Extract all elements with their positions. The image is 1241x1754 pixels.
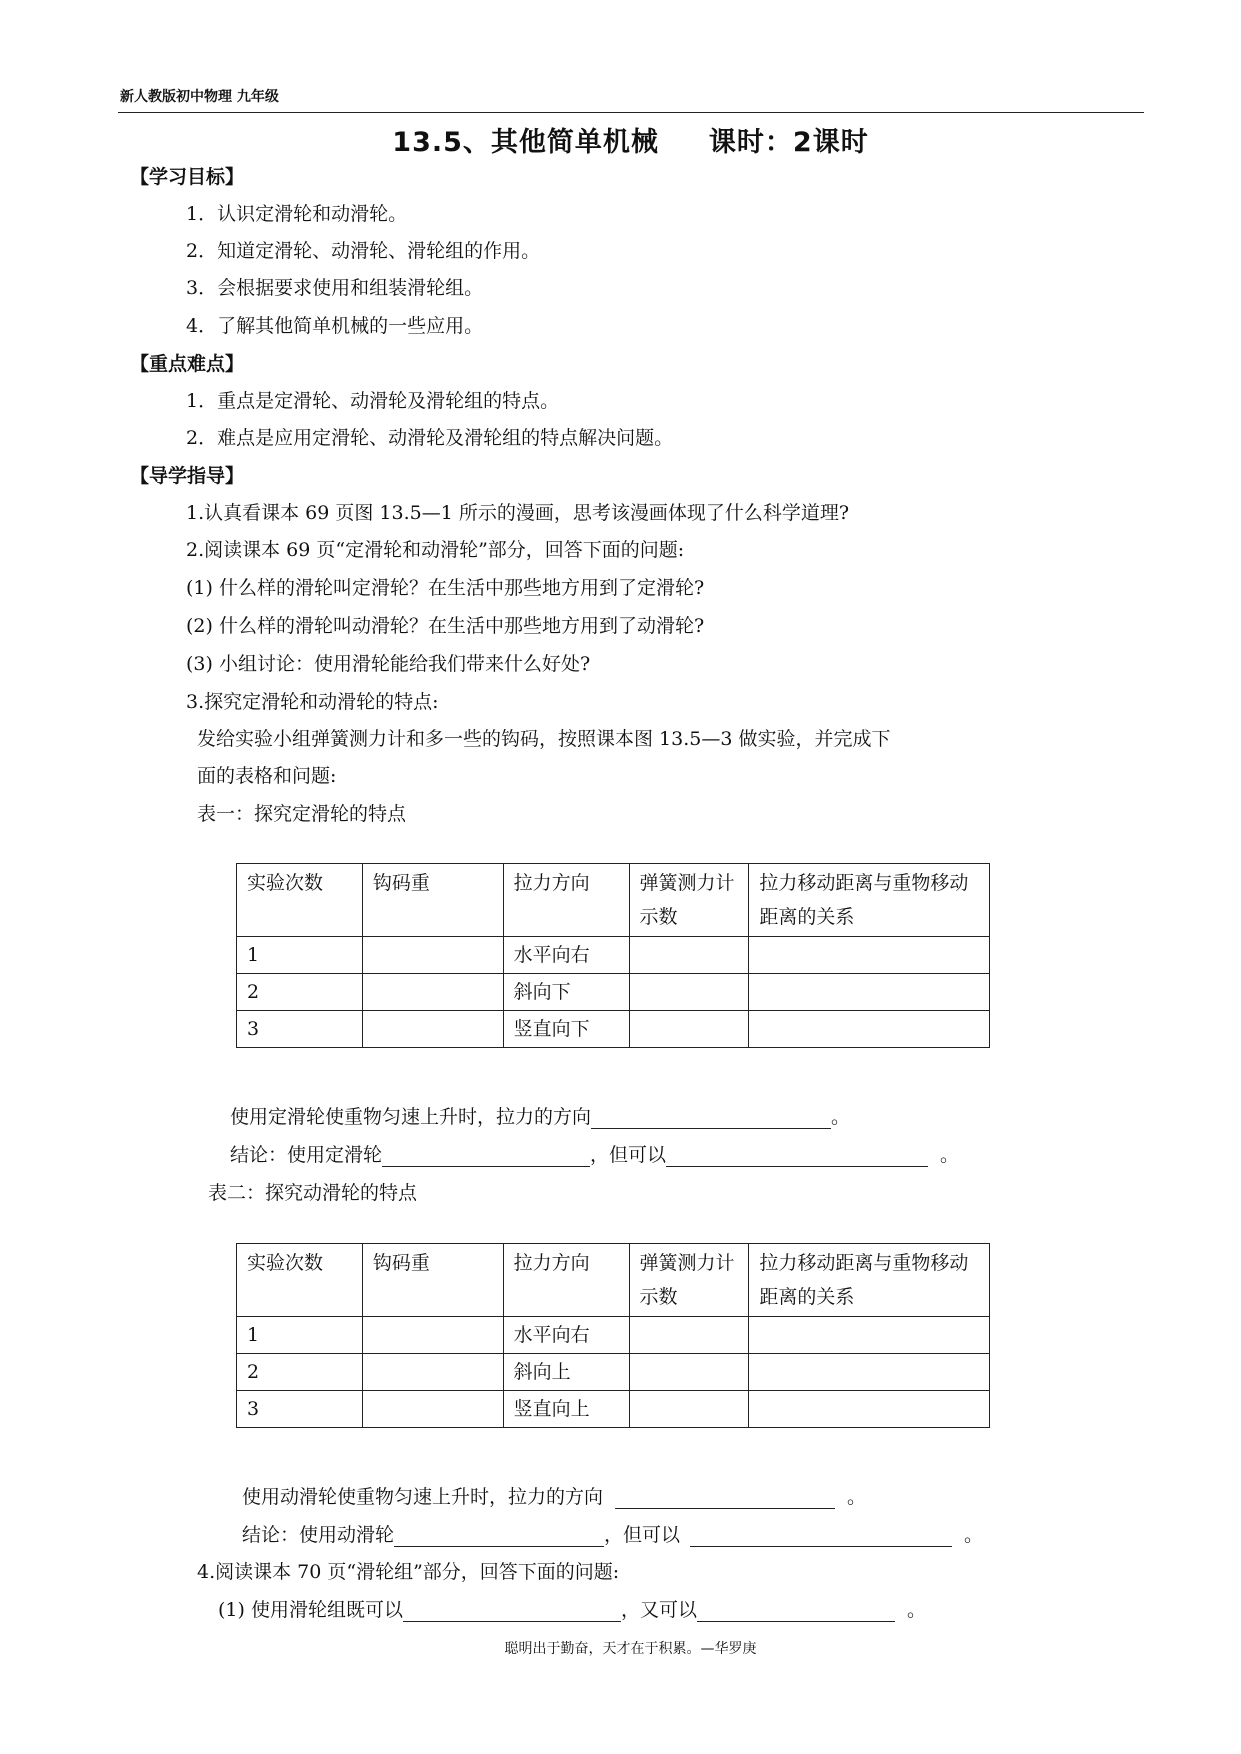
question-1: 1.认真看课本 69 页图 13.5—1 所示的漫画，思考该漫画体现了什么科学道理? xyxy=(186,502,850,524)
header-distance: 拉力移动距离与重物移动距离的关系 xyxy=(749,1244,990,1317)
objectives-heading: 【学习目标】 xyxy=(130,166,245,188)
cell-distance xyxy=(749,974,990,1011)
question-4-1-text-b: ，又可以 xyxy=(620,1599,697,1621)
table-movable-pulley xyxy=(236,1243,990,1428)
header-divider xyxy=(118,112,1144,113)
footer-quote: 聪明出于勤奋，天才在于积累。—华罗庚 xyxy=(504,1641,757,1657)
cell-reading xyxy=(629,974,749,1011)
fill-blank[interactable] xyxy=(690,1526,952,1547)
header-reading: 弹簧测力计示数 xyxy=(629,1244,749,1317)
fixed-conclusion-text-b: ，但可以 xyxy=(590,1144,667,1166)
header-reading: 弹簧测力计示数 xyxy=(629,864,749,937)
movable-conclusion-text-b: ，但可以 xyxy=(604,1524,681,1546)
header-trial: 实验次数 xyxy=(237,1244,363,1317)
cell-weight xyxy=(362,1391,503,1428)
cell-distance xyxy=(749,937,990,974)
cell-weight xyxy=(362,1011,503,1048)
question-4: 4.阅读课本 70 页“滑轮组”部分，回答下面的问题: xyxy=(197,1561,620,1583)
fill-blank[interactable] xyxy=(615,1488,835,1509)
question-4-1-text: (1) 使用滑轮组既可以 xyxy=(218,1599,403,1621)
running-header: 新人教版初中物理 九年级 xyxy=(120,89,279,105)
movable-direction-text: 使用动滑轮使重物匀速上升时，拉力的方向 xyxy=(242,1486,604,1508)
objective-item: 2．知道定滑轮、动滑轮、滑轮组的作用。 xyxy=(186,240,541,262)
cell-direction: 竖直向下 xyxy=(503,1011,629,1048)
period: 。 xyxy=(964,1524,984,1546)
period: 。 xyxy=(940,1144,960,1166)
period: 。 xyxy=(847,1486,867,1508)
cell-reading xyxy=(629,1354,749,1391)
table-row xyxy=(237,1354,990,1391)
fill-blank[interactable] xyxy=(591,1108,831,1129)
cell-distance xyxy=(749,1317,990,1354)
fixed-conclusion-line xyxy=(230,1140,959,1167)
fill-blank[interactable] xyxy=(666,1146,928,1167)
fill-blank[interactable] xyxy=(382,1146,590,1167)
question-2: 2.阅读课本 69 页“定滑轮和动滑轮”部分，回答下面的问题: xyxy=(186,539,685,561)
cell-weight xyxy=(362,974,503,1011)
table-header-row xyxy=(237,864,990,937)
header-direction: 拉力方向 xyxy=(503,864,629,937)
fixed-conclusion-text: 结论：使用定滑轮 xyxy=(230,1144,383,1166)
period: 。 xyxy=(831,1106,851,1128)
title-main: 13.5、其他简单机械 xyxy=(392,127,659,158)
objective-item: 4．了解其他简单机械的一些应用。 xyxy=(186,315,484,337)
cell-trial: 2 xyxy=(237,1354,363,1391)
title-hours: 课时：2课时 xyxy=(708,127,869,158)
table-row xyxy=(237,1391,990,1428)
table-header-row xyxy=(237,1244,990,1317)
question-4-1-line xyxy=(218,1595,926,1622)
cell-trial: 3 xyxy=(237,1391,363,1428)
cell-distance xyxy=(749,1391,990,1428)
question-3-desc: 发给实验小组弹簧测力计和多一些的钩码，按照课本图 13.5—3 做实验，并完成下 xyxy=(197,728,891,750)
table-1-caption: 表一：探究定滑轮的特点 xyxy=(197,803,407,825)
fill-blank[interactable] xyxy=(394,1526,604,1547)
cell-reading xyxy=(629,1391,749,1428)
key-points-heading: 【重点难点】 xyxy=(130,353,245,375)
cell-direction: 竖直向上 xyxy=(503,1391,629,1428)
key-point-item: 1．重点是定滑轮、动滑轮及滑轮组的特点。 xyxy=(186,390,560,412)
table-row xyxy=(237,1317,990,1354)
cell-weight xyxy=(362,937,503,974)
header-direction: 拉力方向 xyxy=(503,1244,629,1317)
cell-weight xyxy=(362,1354,503,1391)
cell-trial: 1 xyxy=(237,1317,363,1354)
table-fixed-pulley xyxy=(236,863,990,1048)
fill-blank[interactable] xyxy=(403,1601,621,1622)
cell-direction: 斜向上 xyxy=(503,1354,629,1391)
movable-conclusion-text: 结论：使用动滑轮 xyxy=(242,1524,395,1546)
cell-direction: 水平向右 xyxy=(503,937,629,974)
fill-blank[interactable] xyxy=(697,1601,895,1622)
period: 。 xyxy=(906,1599,926,1621)
cell-distance xyxy=(749,1354,990,1391)
question-2-3: (3) 小组讨论：使用滑轮能给我们带来什么好处? xyxy=(186,653,591,675)
question-3: 3.探究定滑轮和动滑轮的特点: xyxy=(186,691,439,713)
cell-reading xyxy=(629,937,749,974)
header-distance: 拉力移动距离与重物移动距离的关系 xyxy=(749,864,990,937)
table-row xyxy=(237,974,990,1011)
movable-conclusion-line xyxy=(242,1520,983,1547)
cell-reading xyxy=(629,1011,749,1048)
objective-item: 1．认识定滑轮和动滑轮。 xyxy=(186,203,408,225)
guide-heading: 【导学指导】 xyxy=(130,465,245,487)
cell-reading xyxy=(629,1317,749,1354)
question-3-desc-cont: 面的表格和问题: xyxy=(197,765,337,787)
cell-trial: 1 xyxy=(237,937,363,974)
cell-direction: 水平向右 xyxy=(503,1317,629,1354)
header-weight: 钩码重 xyxy=(362,864,503,937)
question-2-1: (1) 什么样的滑轮叫定滑轮？在生活中那些地方用到了定滑轮? xyxy=(186,577,705,599)
cell-trial: 2 xyxy=(237,974,363,1011)
movable-direction-line xyxy=(242,1482,866,1509)
header-weight: 钩码重 xyxy=(362,1244,503,1317)
page-title xyxy=(0,120,1241,159)
table-row xyxy=(237,1011,990,1048)
table-2-caption: 表二：探究动滑轮的特点 xyxy=(208,1182,418,1204)
key-point-item: 2．难点是应用定滑轮、动滑轮及滑轮组的特点解决问题。 xyxy=(186,427,674,449)
header-trial: 实验次数 xyxy=(237,864,363,937)
fixed-direction-line xyxy=(230,1102,850,1129)
cell-weight xyxy=(362,1317,503,1354)
cell-distance xyxy=(749,1011,990,1048)
cell-trial: 3 xyxy=(237,1011,363,1048)
objective-item: 3．会根据要求使用和组装滑轮组。 xyxy=(186,277,484,299)
table-row xyxy=(237,937,990,974)
question-2-2: (2) 什么样的滑轮叫动滑轮？在生活中那些地方用到了动滑轮? xyxy=(186,615,705,637)
cell-direction: 斜向下 xyxy=(503,974,629,1011)
fixed-direction-text: 使用定滑轮使重物匀速上升时，拉力的方向 xyxy=(230,1106,592,1128)
